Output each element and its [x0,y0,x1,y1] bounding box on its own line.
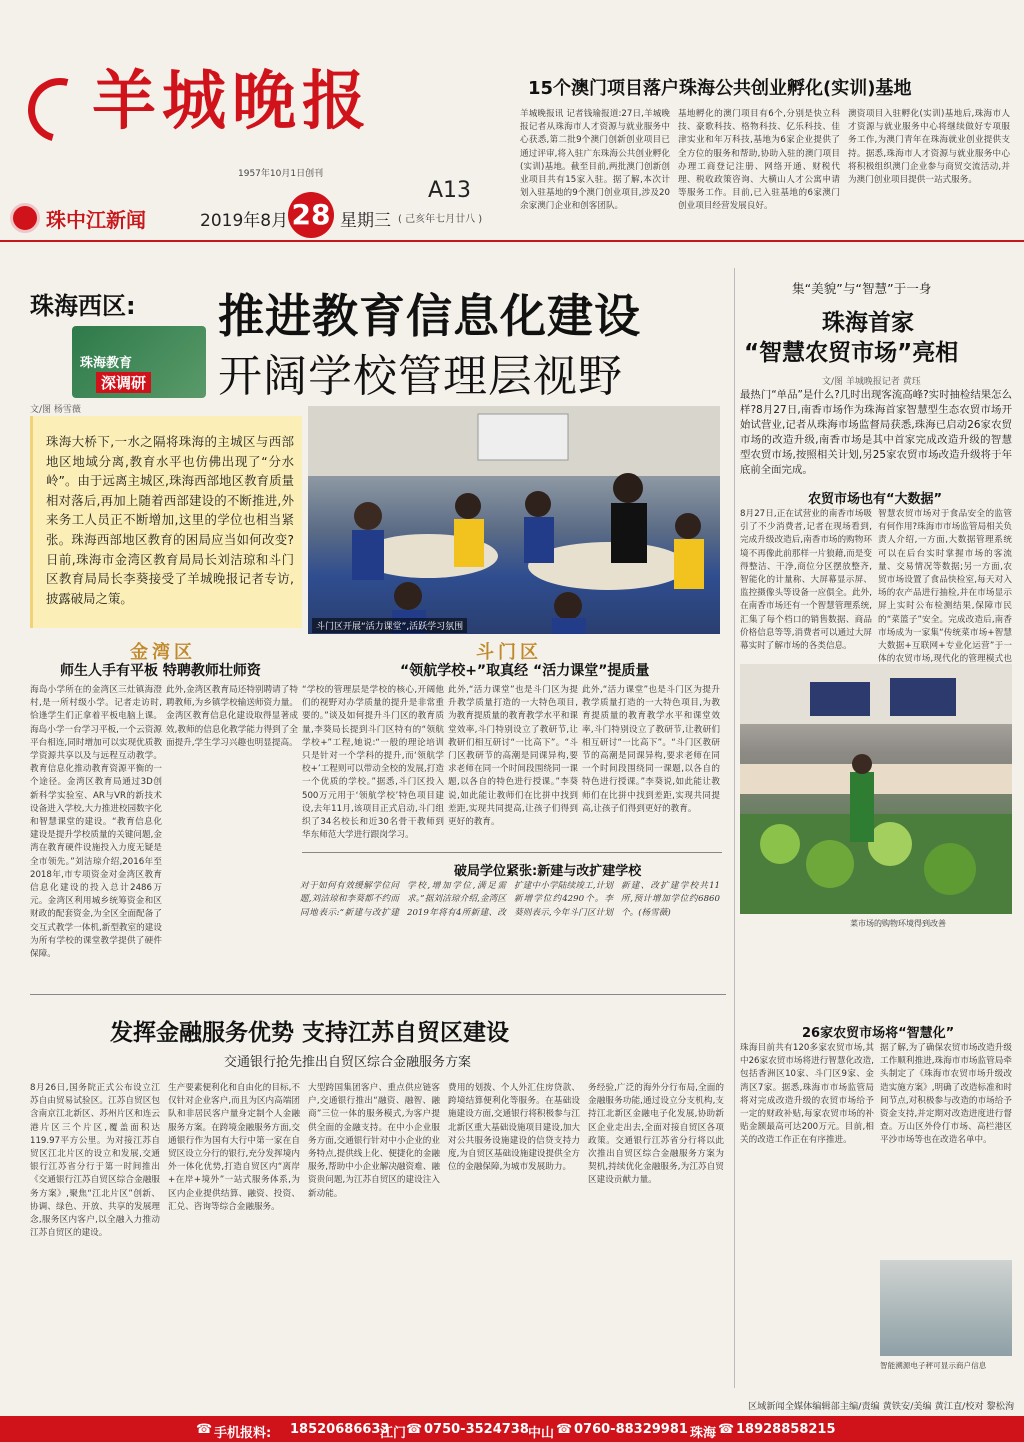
lower-subhead: 交通银行抢先推出自贸区综合金融服务方案 [224,1055,472,1070]
issue-date: 2019年8月 [200,211,289,231]
right-story-sub1: 农贸市场也有“大数据” [808,492,943,507]
phone-icon: ☎ [556,1422,573,1437]
zhuhai-number[interactable]: 18928858215 [736,1422,836,1437]
classroom-photo-art [308,406,720,634]
right-story-text2: 智慧农贸市场对于食品安全的监管有何作用?珠海市市场监管局相关负责人介绍,一方面,大数据管理系统可以在后台实时掌握市场的客流量、交易情况等数据;另一方面,农贸市场设置了食品快检室,每天对入场的农产品进行抽检,并在市场显示屏上实时公布检测结果,保障市民的“菜篮子”安全。完成改造后,南香市场成为一家集“传统菜市场+智慧大数据+互联网+专业化运营”于一体的农贸市场,现代化的管理模式也 [878,509,1012,665]
lower-headline: 发挥金融服务优势 支持江苏自贸区建设 [110,1020,510,1046]
top-story-col2: 基地孵化的澳门项目有6个,分别是快立科技、豪歌科技、格物科技、亿乐科技、佳津实业和年万科技,基地为6家企业提供了全方位的服务和帮助,协助入驻的澳门项目办理工商登记注册、网络开通、财税代理、税收政策咨询、大横山人才公寓申请等服务工作。目前,已入驻基地的6家澳门创业项目经营发展良好。 [678,109,840,212]
series-badge-top: 珠海教育 [80,356,133,371]
phone-icon: ☎ [406,1422,423,1437]
right-story-sub2: 26家农贸市场将“智慧化” [802,1026,955,1041]
credits: 区域新闻全媒体编辑部主编/责编 黄铁安/美编 黄江直/校对 黎松洵 [748,1401,1015,1412]
section-rule [0,240,1024,242]
classroom-photo [308,406,720,634]
page-number: A13 [428,178,472,203]
lead-kicker: 珠海西区: [30,292,136,320]
top-story-headline: 15个澳门项目落户珠海公共创业孵化(实训)基地 [528,78,912,99]
smart-scale-caption: 智能溯源电子秤可显示商户信息 [880,1361,987,1370]
smart-scale-photo [880,1260,1012,1356]
right-story-headline-1: 珠海首家 [822,310,914,336]
zhuhai-label: 珠海 [690,1426,717,1441]
zhongshan-number[interactable]: 0760-88329981 [574,1422,688,1437]
zhongshan-label: 中山 [528,1426,555,1441]
issue-weekday: 星期三 [340,211,391,231]
phone-icon: ☎ [196,1422,213,1437]
right-story-text3: 珠海目前共有120多家农贸市场,其中26家农贸市场将进行智慧化改造,包括香洲区10家、斗门区9家、金湾区7家。据悉,珠海市市场监管局将对完成改造升级的农贸市场给予一定的财政补贴,每家农贸市场的补贴金额最高可达200万元。目前,相关的改造工作正在有序推进。 [740,1043,874,1146]
box-rule [302,852,722,853]
lunar-date: ( 己亥年七月廿八 ) [398,214,483,225]
doumen-text-3: 此外,“活力课堂”也是斗门区为提升教学质量打造的一大特色项目,为教育提质量的教育教学水平和课堂效率,斗门特别设立了教研节,让教研们相互研讨“一比高下”。“斗门区教研节的高潮是同课异构,要求老师在同一个时间段围绕同一课题,以各自的特色进行授课。”李葵说,如此能让教师们在比拼中找到差距,实现共同提高,让孩子们得到更好的教育。 [582,685,720,814]
lower-col1: 8月26日,国务院正式公布设立江苏自由贸易试验区。江苏自贸区包含南京江北新区、苏州片区和连云港片区三个片区,覆盖面积达119.97平方公里。为对接江苏自贸区江北片区的设立和发展,交通银行江苏省分行于第一时间推出《交通银行江苏自贸区综合金融服务方案》,聚焦“江北片区”创新、协调、绿色、开放、共享的发展理念,服务区内客户,以全融入力推动江苏自贸区的建设。 [30,1083,160,1239]
jinwan-text-2: 此外,金湾区教育局还特别聘请了特聘教师,为乡镇学校输送师资力量。金湾区教育信息化建设取得显著成效,教师的信息化教学能力得到了全面提升,学生学习兴趣也明显提高。 [166,685,298,748]
doumen-subhead: “领航学校+”取真经 “活力课堂”提质量 [400,663,650,679]
right-story-text1: 8月27日,正在试营业的南香市场吸引了不少消费者,记者在现场看到,完成升级改造后,南香市场的购物环境不再像此前那样一片狼藉,而是变得整洁、干净,商位分区摆放整齐,智能化的计量称、大屏幕显示屏、监控摄像头等设备一应俱全。此外,在南香市场还有一个智慧管理系统,汇集了每个档口的销售数据、商品价格信息等等,消费者可以通过大屏幕实时了解市场的各类信息。 [740,509,872,652]
lower-col2: 生产要素便利化和自由化的目标,不仅针对企业客户,而且为区内高端团队和非居民客户量身定制个人金融服务方案。在跨境金融服务方面,交通银行作为国有大行中第一家在自贸区设立分行的银行,充分发挥境内外一体化优势,打造自贸区内“离岸+在岸+境外”一站式服务体系,为区内企业提供结算、融资、投资、汇兑、咨询等综合金融服务。 [168,1083,300,1212]
right-story-text4: 据了解,为了确保农贸市场改造升级工作顺利推进,珠海市市场监管局牵头制定了《珠海市农贸市场升级改造实施方案》,明确了改造标准和时间节点,对积极参与改造的市场给予资金支持,并定期对改造进度进行督查。万山区外伶仃市场、高栏港区平沙市场等也在改造名单中。 [880,1043,1012,1146]
lower-rule [30,994,726,995]
section-logo-icon [10,203,40,233]
right-story-intro: 最热门“单品”是什么?几时出现客流高峰?实时抽检结果怎么样?8月27日,南香市场作为珠海首家智慧型生态农贸市场开始试营业,记者从珠海市场监督局获悉,珠海已启动26家农贸市场的改造升级,南香市场是其中首家完成改造升级的智慧型农贸市场,按照相关计划,另25家农贸市场改造升级将于年底前全面完成。 [740,389,1012,476]
lead-headline-1: 推进教育信息化建设 [218,289,641,343]
lower-col4: 费用的划拨、个人外汇住房贷款、跨境结算便利化等服务。在基础设施建设方面,交通银行将积极参与江北新区重大基础设施项目建设,加大对公共服务设施建设的信贷支持力度,为自贸区基础设施建设提供全方位的金融保障,为城市发展助力。 [448,1083,580,1173]
jiangmen-number[interactable]: 0750-3524738 [424,1422,529,1437]
masthead-title: 羊城晚报 [92,64,372,139]
right-story-byline: 文/图 羊城晚报记者 黄珏 [822,377,921,387]
doumen-text-2: 此外,“活力课堂”也是斗门区为提升教学质量打造的一大特色项目,为教育提质量的教育教学水平和课堂效率,斗门特别设立了教研节,让教研们相互研讨“一比高下”。“斗门区教研节的高潮是同课异构,要求老师在同一个时间段围绕同一课题,以各自的特色进行授课。”李葵说,如此能让教师们在比拼中找到差距,实现共同提高,让孩子们得到更好的教育。 [448,685,578,828]
right-story-topline: 集“美貌”与“智慧”于一身 [792,281,932,296]
jinwan-text: 海岛小学所在的金湾区三灶镇海澄村,是一所村级小学。记者走访时,恰逢学生们正拿着平板电脑上课。海岛小学一台学习平板,一个云资源平台相连,同时增加可以实现优质教学资源共享以及与远程互动教学。教育信息化推动教育资源平衡的一个途径。金湾区教育局通过3D创新科学实验室、AR与VR的新技术设备进入学校,大力推进校园数字化和智慧课堂的建设。“教育信息化建设是提升学校质量的关键问题,金湾在教育硬件设施投入力度无疑是全市领先。”刘洁琼介绍,2016年至2018年,市专项资金对金湾区教育信息化建设的投入总计2486万元。金湾区利用城乡统筹资金和区财政的配套资金,为全区全面配备了交互式教学一体机,新型教室的建设为所有学校的课堂教学提供了硬件保障。 [30,685,162,960]
series-badge-bottom: 深调研 [96,372,151,393]
market-photo [740,664,1012,914]
lower-col3: 大型跨国集团客户、重点供应链客户,交通银行推出“融资、融智、融商”三位一体的服务模式,为客户提供全面的金融支持。在中小企业服务方面,交通银行针对中小企业的业务特点,提供线上化、便捷化的金融服务,帮助中小企业解决融资难、融资贵问题,为江苏自贸区的建设注入新动能。 [308,1083,440,1199]
school-box-title: 破局学位紧张:新建与改扩建学校 [454,864,642,879]
top-story-col3: 澳资项目入驻孵化(实训)基地后,珠海市人才资源与就业服务中心将继续做好专项服务工作,为澳门青年在珠海就业创业提供支持。据悉,珠海市人才资源与就业服务中心将积极组织澳门企业参与商贸交流活动,并为澳门创业项目提供一站式服务。 [848,109,1010,186]
school-box-text: 对于如何有效缓解学位问题,刘洁琼和李葵都不约而同地表示:“新建与改扩建学校,增加学位,满足需求。”据刘洁琼介绍,金湾区2019年将有4所新建、改扩建中小学陆续竣工,计划新增学位约4290个。李葵则表示,今年斗门区计划新建、改扩建学校共11所,预计增加学位约6860个。(杨雪薇) [300,881,720,918]
hotline-label: 手机报料: [214,1426,272,1441]
hotline-number[interactable]: 18520686633 [290,1422,390,1437]
classroom-photo-caption: 斗门区开展“活力课堂”,活跃学习氛围 [312,618,467,633]
lead-intro: 珠海大桥下,一水之隔将珠海的主城区与西部地区地域分离,教育水平也仿佛出现了“分水岭”。由于远离主城区,珠海西部地区教育质量相对落后,再加上随着西部建设的不断推进,外来务工人员正不断增加,这里的学位也相当紧张。珠海西部地区教育的困局应当如何改变?日前,珠海市金湾区教育局局长刘洁琼和斗门区教育局局长李葵接受了羊城晚报记者专访,披露破局之策。 [46,434,294,606]
jinwan-label: 金湾区 [130,642,196,663]
jinwan-subhead: 师生人手有平板 特聘教师壮师资 [60,663,261,679]
masthead-logo-icon [16,66,103,153]
hotline-footer [0,1416,1024,1442]
lead-byline: 文/图 杨雪薇 [30,405,81,415]
lead-headline-2: 开阔学校管理层视野 [218,351,623,402]
issue-day: 28 [288,192,334,238]
doumen-label: 斗门区 [476,642,542,663]
founded-date: 1957年10月1日创刊 [238,169,324,179]
market-photo-art [740,664,1012,914]
phone-icon: ☎ [718,1422,735,1437]
right-story-headline-2: “智慧农贸市场”亮相 [744,340,959,366]
doumen-text: “学校的管理层是学校的核心,开阔他们的视野对办学质量的提升是非常重要的。”谈及如何提升斗门区的教育质量,李葵局长提到斗门区特有的“领航学校+”工程,她说:“一般的理论培训只是针对一个学科的提升,而‘领航学校+’工程则可以带动全校的发展,打造一个优质的学校。”据悉,斗门区投入500万元用于‘领航学校’特色项目建设,去年11月,该项目正式启动,斗门组织了34名校长和近30名骨干教师到华东师范大学进行跟岗学习。 [302,685,444,841]
market-photo-caption: 菜市场的购物环境得到改善 [850,919,946,928]
lower-col5: 务经验,广泛的海外分行布局,全面的金融服务功能,通过设立分支机构,支持江北新区金融电子化发展,协助新区企业走出去,全面对接自贸区各项政策。交通银行江苏省分行将以此次推出自贸区综合金融服务方案为契机,持续优化金融服务,为江苏自贸区建设贡献力量。 [588,1083,724,1186]
top-story-col1: 羊城晚报讯 记者钱瑜报道:27日,羊城晚报记者从珠海市人才资源与就业服务中心获悉,第二批9个澳门创新创业项目已通过评审,将入驻广东珠海公共创业孵化(实训)基地。截至目前,两批澳门创新创业项目共有15家入驻。据了解,本次计划入驻基地的9个澳门创业项目,涉及20余家澳门企业和创客团队。 [520,109,670,212]
section-name: 珠中江新闻 [46,208,146,232]
jiangmen-label: 江门 [380,1426,407,1441]
